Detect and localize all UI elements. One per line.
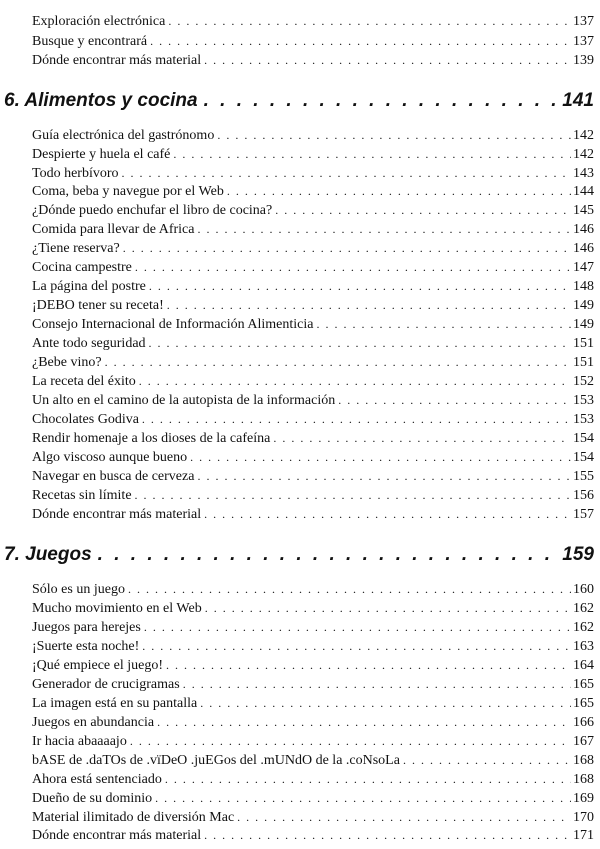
toc-entry-page: 144: [573, 184, 594, 199]
dot-leader: [403, 751, 571, 769]
toc-entry: [32, 656, 594, 674]
toc-entry: [32, 637, 594, 655]
dot-leader: [205, 599, 571, 617]
toc-entry-page: 162: [573, 601, 594, 616]
toc-entry: [32, 391, 594, 409]
toc-entry: [32, 713, 594, 731]
toc-entry-title: Todo herbívoro: [32, 166, 119, 181]
toc-entry-title: Mucho movimiento en el Web: [32, 601, 202, 616]
toc-entry-page: 154: [573, 450, 594, 465]
toc-entry-page: 160: [573, 582, 594, 597]
toc-entry-page: 167: [573, 734, 594, 749]
toc-entry: [32, 486, 594, 504]
toc-entry-page: 142: [573, 128, 594, 143]
toc-entry-title: ¿Bebe vino?: [32, 355, 102, 370]
toc-entry-title: La página del postre: [32, 279, 146, 294]
toc-entry-title: Material ilimitado de diversión Mac: [32, 810, 235, 825]
toc-entry-title: Ir hacia abaaaajo: [32, 734, 127, 749]
toc-entry: [32, 182, 594, 200]
toc-entry-title: Chocolates Godiva: [32, 412, 139, 427]
toc-entry-title: Juegos en abundancia: [32, 715, 155, 730]
toc-entry: [32, 239, 594, 257]
dot-leader: [316, 315, 571, 333]
toc-entry-page: 149: [573, 298, 594, 313]
toc-entry-title: Cocina campestre: [32, 260, 132, 275]
dot-leader: [142, 410, 571, 428]
toc-entry-page: 162: [573, 620, 594, 635]
toc-entry: [32, 353, 594, 371]
toc-entry-title: Dueño de su dominio: [32, 791, 153, 806]
dot-leader: [227, 182, 571, 200]
toc-entry-page: 145: [573, 203, 594, 218]
dot-leader: [105, 353, 571, 371]
toc-entry-title: ¿Tiene reserva?: [32, 241, 120, 256]
dot-leader: [135, 486, 571, 504]
toc-entry: [32, 126, 594, 144]
toc-entry: [32, 32, 594, 50]
toc-entry-page: 171: [573, 828, 594, 843]
toc-entry: [32, 732, 594, 750]
toc-entry-page: 155: [573, 469, 594, 484]
dot-leader: [197, 220, 571, 238]
toc-entry-page: 139: [573, 53, 594, 68]
toc-entry: [32, 201, 594, 219]
toc-entry: [32, 334, 594, 352]
toc-entry: [32, 51, 594, 69]
toc-entry: [32, 789, 594, 807]
dot-leader: [338, 391, 571, 409]
dot-leader: [139, 372, 571, 390]
dot-leader: [122, 164, 571, 182]
toc-entry-page: 169: [573, 791, 594, 806]
toc-entry: [32, 372, 594, 390]
chapter-page: 141: [562, 90, 594, 111]
toc-entry-page: 168: [573, 772, 594, 787]
dot-leader: [123, 239, 571, 257]
dot-leader: [142, 637, 571, 655]
toc-entry-page: 146: [573, 222, 594, 237]
dot-leader: [237, 808, 571, 826]
toc-entry: [32, 277, 594, 295]
toc-entry-title: Comida para llevar de Africa: [32, 222, 195, 237]
toc-entry-page: 156: [573, 488, 594, 503]
toc-entry: [32, 694, 594, 712]
toc-entry-title: Dónde encontrar más material: [32, 507, 202, 522]
toc-entry-title: Un alto en el camino de la autopista de la información: [32, 393, 336, 408]
dot-leader: [275, 201, 571, 219]
toc-entry: [32, 12, 594, 30]
toc-entry-title: Rendir homenaje a los dioses de la cafeína: [32, 431, 271, 446]
toc-entry: [32, 315, 594, 333]
toc-entry-title: Coma, beba y navegue por el Web: [32, 184, 224, 199]
toc-entry: [32, 164, 594, 182]
dot-leader: [217, 126, 571, 144]
dot-leader: [204, 826, 571, 844]
toc-entry-title: ¡Qué empiece el juego!: [32, 658, 163, 673]
toc-entry-page: 163: [573, 639, 594, 654]
toc-entry: [32, 467, 594, 485]
toc-entry-page: 142: [573, 147, 594, 162]
dot-leader: [149, 334, 571, 352]
chapter-heading: [4, 544, 594, 570]
toc-entry: [32, 429, 594, 447]
toc-entry-title: ¡DEBO tener su receta!: [32, 298, 164, 313]
toc-entry-title: Recetas sin límite: [32, 488, 132, 503]
dot-leader: [197, 467, 571, 485]
dot-leader: [173, 145, 571, 163]
dot-leader: [167, 296, 571, 314]
dot-leader: [204, 90, 561, 112]
toc-entry: [32, 296, 594, 314]
toc-entry-title: bASE de .daTOs de .vïDeO .juEGos del .mUNdO de la .coNsoLa: [32, 753, 400, 768]
toc-entry-title: Ante todo seguridad: [32, 336, 146, 351]
toc-entry-title: Dónde encontrar más material: [32, 828, 202, 843]
dot-leader: [144, 618, 571, 636]
toc-entry: [32, 410, 594, 428]
chapter-title: 6. Alimentos y cocina: [4, 90, 198, 111]
toc-entry: [32, 599, 594, 617]
dot-leader: [166, 656, 571, 674]
toc-entry-title: Consejo Internacional de Información Alimenticia: [32, 317, 314, 332]
toc-entry-page: 154: [573, 431, 594, 446]
toc-entry-page: 151: [573, 355, 594, 370]
toc-entry-page: 143: [573, 166, 594, 181]
toc-entry-title: Algo viscoso aunque bueno: [32, 450, 188, 465]
dot-leader: [98, 544, 561, 566]
toc-entry-title: Ahora está sentenciado: [32, 772, 162, 787]
chapter-title: 7. Juegos: [4, 544, 92, 565]
dot-leader: [130, 732, 571, 750]
dot-leader: [135, 258, 571, 276]
toc-entry: [32, 220, 594, 238]
toc-entry-page: 153: [573, 412, 594, 427]
toc-entry-page: 152: [573, 374, 594, 389]
toc-entry: [32, 448, 594, 466]
toc-entry-title: La receta del éxito: [32, 374, 136, 389]
toc-entry-page: 165: [573, 677, 594, 692]
dot-leader: [157, 713, 571, 731]
toc-entry-title: Navegar en busca de cerveza: [32, 469, 195, 484]
toc-entry-page: 147: [573, 260, 594, 275]
chapter-heading: [4, 90, 594, 116]
toc-entry: [32, 808, 594, 826]
dot-leader: [204, 51, 571, 69]
toc-entry-page: 153: [573, 393, 594, 408]
toc-entry-page: 170: [573, 810, 594, 825]
toc-entry-title: La imagen está en su pantalla: [32, 696, 198, 711]
dot-leader: [204, 505, 571, 523]
toc-entry-title: ¡Suerte esta noche!: [32, 639, 140, 654]
dot-leader: [128, 580, 571, 598]
toc-entry-title: Juegos para herejes: [32, 620, 141, 635]
toc-entry-page: 151: [573, 336, 594, 351]
toc-entry-page: 168: [573, 753, 594, 768]
dot-leader: [168, 12, 571, 30]
toc-entry: [32, 770, 594, 788]
toc-entry-page: 137: [573, 34, 594, 49]
toc-entry: [32, 258, 594, 276]
toc-entry-page: 149: [573, 317, 594, 332]
toc-entry: [32, 580, 594, 598]
dot-leader: [165, 770, 571, 788]
toc-entry: [32, 145, 594, 163]
toc-entry-page: 165: [573, 696, 594, 711]
toc-entry-title: Exploración electrónica: [32, 14, 166, 29]
chapter-page: 159: [562, 544, 594, 565]
toc-entry-page: 166: [573, 715, 594, 730]
dot-leader: [155, 789, 571, 807]
toc-entry-page: 146: [573, 241, 594, 256]
toc-entry-page: 164: [573, 658, 594, 673]
toc-entry-title: Despierte y huela el café: [32, 147, 171, 162]
toc-entry-title: Busque y encontrará: [32, 34, 148, 49]
toc-entry-page: 137: [573, 14, 594, 29]
toc-entry: [32, 826, 594, 844]
dot-leader: [149, 277, 571, 295]
toc-entry-page: 148: [573, 279, 594, 294]
dot-leader: [190, 448, 571, 466]
toc-entry-title: ¿Dónde puedo enchufar el libro de cocina?: [32, 203, 273, 218]
toc-entry-title: Sólo es un juego: [32, 582, 125, 597]
dot-leader: [273, 429, 571, 447]
toc-entry: [32, 618, 594, 636]
toc-entry: [32, 675, 594, 693]
toc-entry-title: Dónde encontrar más material: [32, 53, 202, 68]
toc-entry: [32, 751, 594, 769]
toc-entry-page: 157: [573, 507, 594, 522]
dot-leader: [150, 32, 571, 50]
dot-leader: [200, 694, 571, 712]
toc-entry-title: Generador de crucigramas: [32, 677, 180, 692]
toc-entry: [32, 505, 594, 523]
toc-entry-title: Guía electrónica del gastrónomo: [32, 128, 215, 143]
dot-leader: [183, 675, 571, 693]
